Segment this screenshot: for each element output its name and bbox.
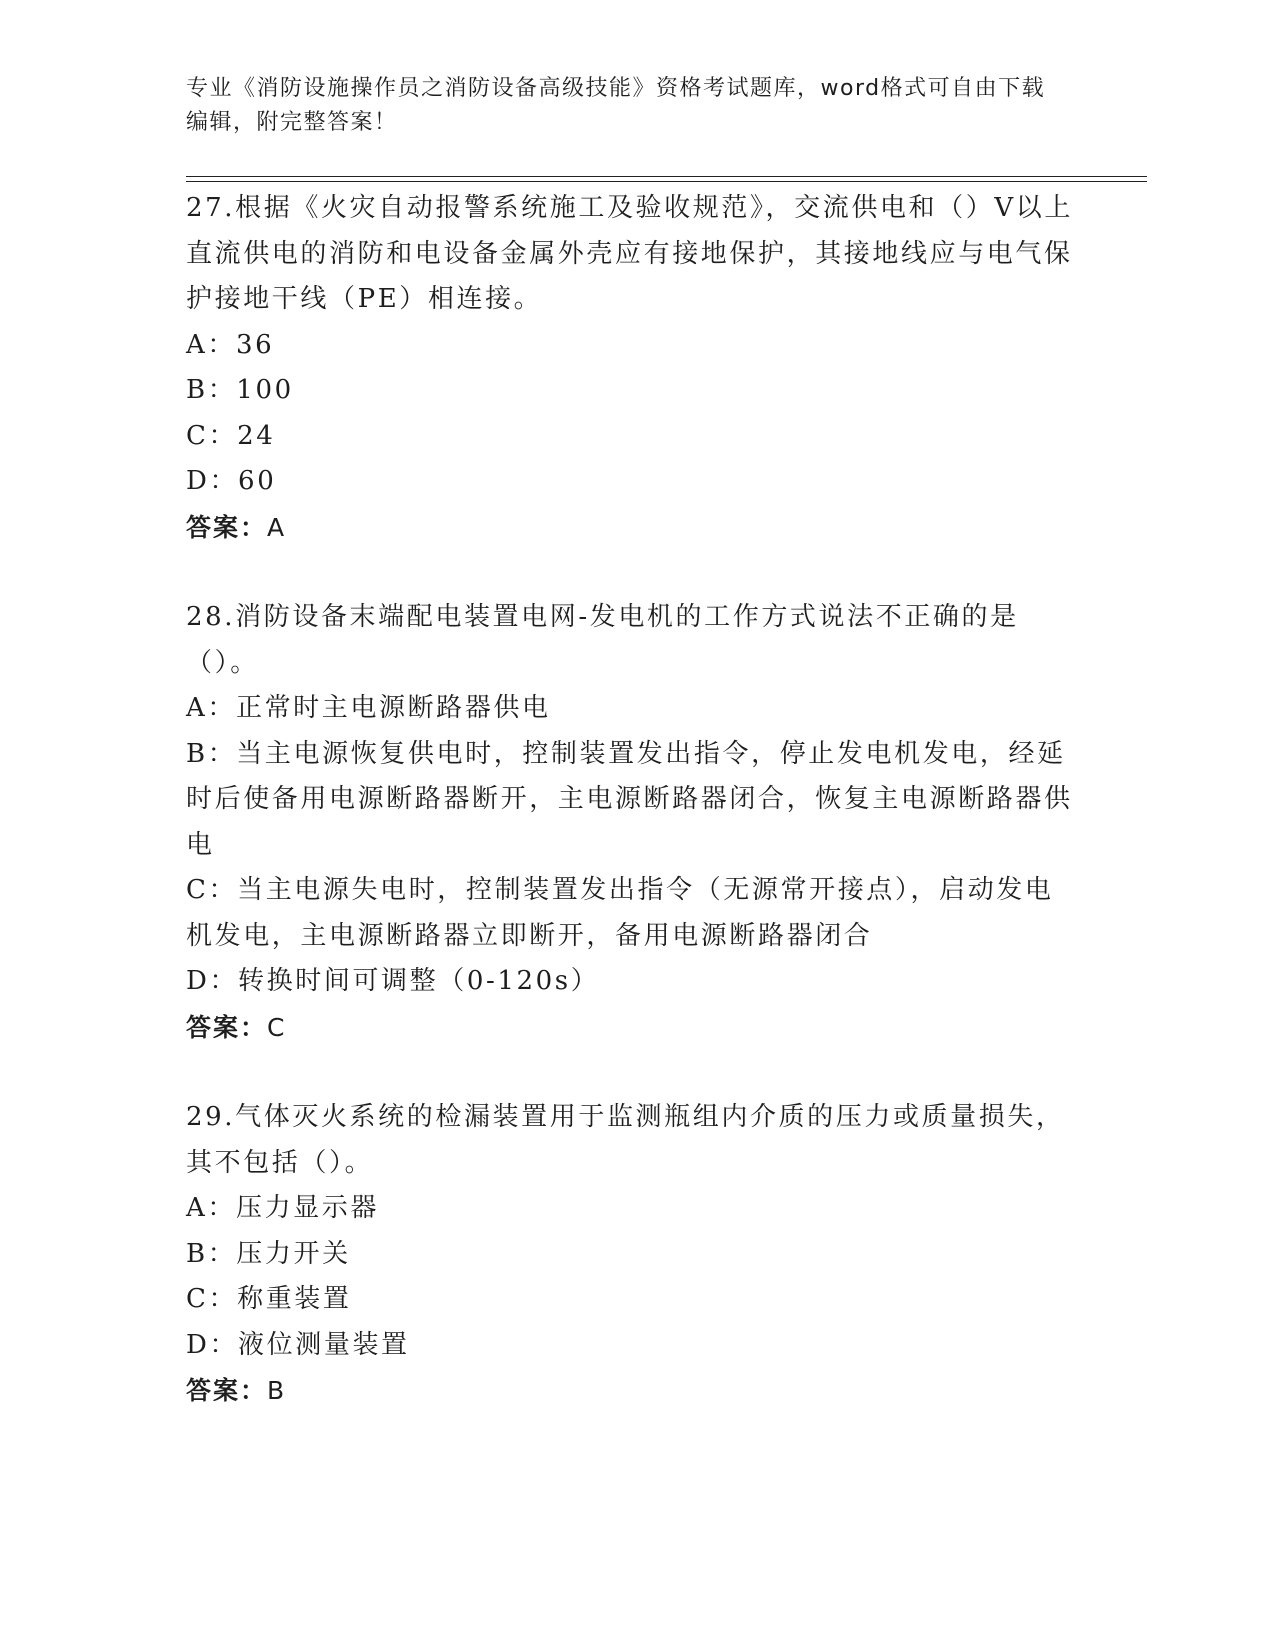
question-29 <box>186 1095 1076 1414</box>
header-divider-bottom <box>186 181 1147 182</box>
option-b: B：压力开关 <box>186 1238 351 1269</box>
question-list <box>186 186 1076 1459</box>
option-b: B：100 <box>186 375 294 405</box>
answer-line <box>186 505 1076 551</box>
answer-value: A <box>267 512 287 542</box>
option-b: B：当主电源恢复供电时，控制装置发出指令，停止发电机发电，经延时后使备用电源断路器断开，主电源断路器闭合，恢复主电源断路器供电 <box>186 738 1073 860</box>
option-c: C：当主电源失电时，控制装置发出指令（无源常开接点），启动发电机发电，主电源断路器立即断开，备用电源断路器闭合 <box>186 875 1054 951</box>
option-a: A：压力显示器 <box>186 1193 379 1223</box>
answer-value: C <box>267 1012 287 1042</box>
document-header: 专业《消防设施操作员之消防设备高级技能》资格考试题库，word格式可自由下载编辑，附完整答案！ <box>186 76 1046 135</box>
option-a: A：36 <box>186 329 275 360</box>
question-27 <box>186 186 1076 550</box>
answer-label: 答案： <box>186 1376 268 1405</box>
question-28 <box>186 595 1076 1050</box>
question-stem: 27.根据《火灾自动报警系统施工及验收规范》，交流供电和（）V以上直流供电的消防和电设备金属外壳应有接地保护，其接地线应与电气保护接地干线（PE）相连接。 <box>186 193 1073 314</box>
option-d: D：60 <box>186 466 277 496</box>
answer-value: B <box>267 1376 287 1405</box>
answer-label: 答案： <box>186 512 268 542</box>
header-divider-top <box>186 176 1147 177</box>
answer-line <box>186 1368 1076 1414</box>
option-d: D：液位测量装置 <box>186 1329 410 1360</box>
question-stem: 28.消防设备末端配电装置电网-发电机的工作方式说法不正确的是（）。 <box>186 602 1019 678</box>
option-a: A：正常时主电源断路器供电 <box>186 693 551 723</box>
answer-label: 答案： <box>186 1012 268 1042</box>
answer-line <box>186 1005 1076 1051</box>
question-stem: 29.气体灭火系统的检漏装置用于监测瓶组内介质的压力或质量损失，其不包括（）。 <box>186 1102 1065 1178</box>
option-c: C：称重装置 <box>186 1284 352 1314</box>
option-d: D：转换时间可调整（0-120s） <box>186 966 600 996</box>
option-c: C：24 <box>186 420 276 451</box>
